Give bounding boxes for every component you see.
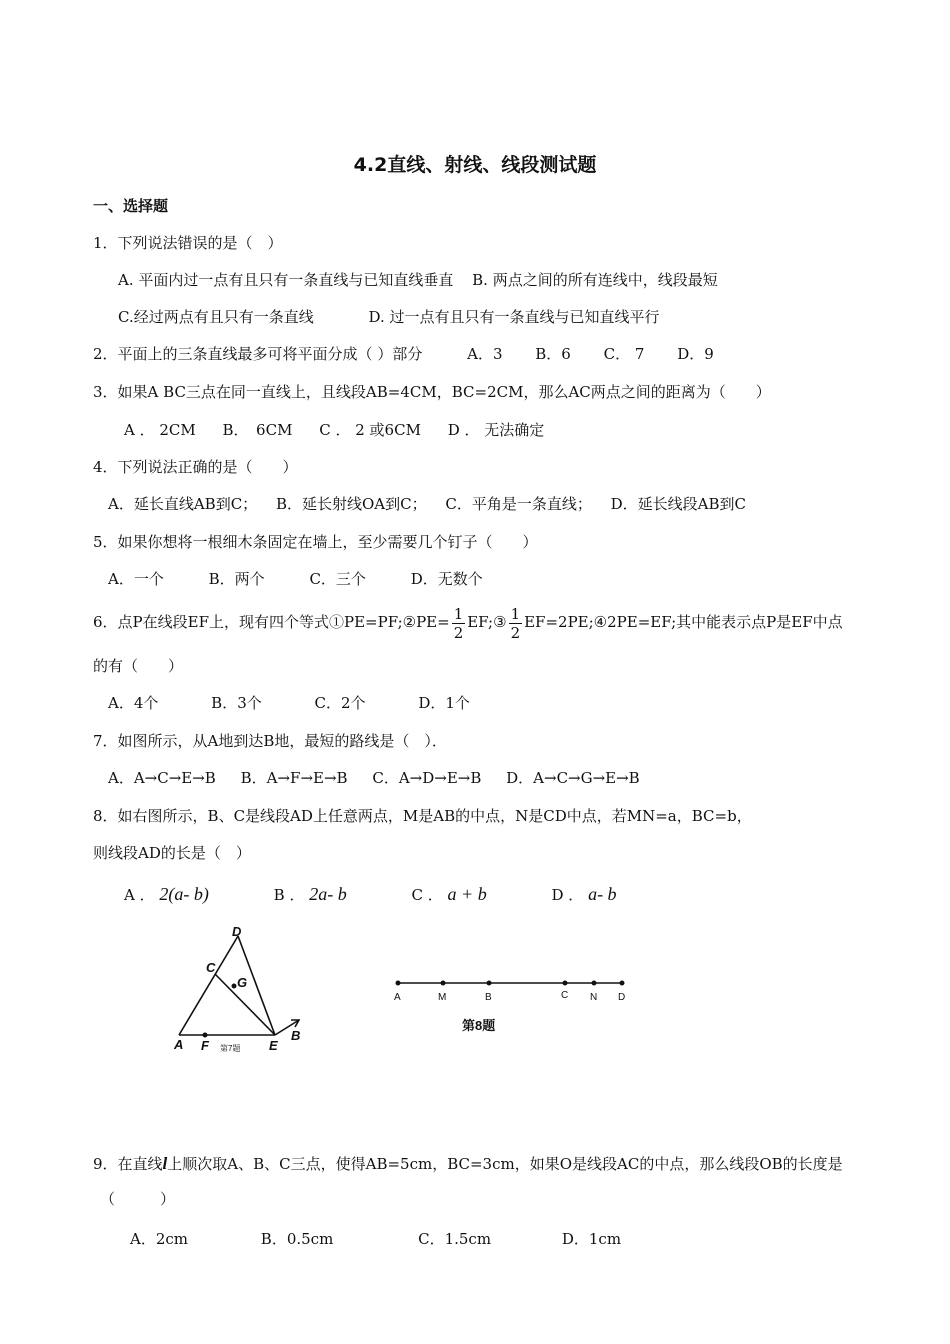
question-2-stem: 2．平面上的三条直线最多可将平面分成（ ）部分 [93,345,423,363]
option-d: D．A→C→G→E→B [506,769,640,787]
question-7-stem: 7．如图所示，从A地到达B地，最短的路线是（ ）． [93,732,447,750]
point-f [203,1033,208,1038]
point-m [441,981,446,986]
option-a-expr: 2(a- b) [159,884,209,904]
question-8-cont: 则线段AD的长是（ ） [93,844,251,862]
option-b: B. 两点之间的所有连线中，线段最短 [472,271,718,289]
option-c: C ． 2 或6CM [319,421,421,439]
question-8-options [124,882,617,907]
option-b: B． 6CM [222,421,293,439]
option-b-expr: 2a- b [309,884,347,904]
question-6-part2: EF;③ [467,613,507,631]
option-b: B．A→F→E→B [240,769,348,787]
option-a [124,882,209,907]
label-d: D [232,924,242,939]
option-c: C．三个 [309,570,366,588]
point-g [232,984,237,989]
fraction-numerator: 1 [453,604,464,623]
option-d: D. 过一点有且只有一条直线与已知直线平行 [368,308,660,326]
option-a: A. 平面内过一点有且只有一条直线与已知直线垂直 [118,271,454,289]
variable-l: l [162,1154,168,1173]
option-c [412,882,487,907]
option-d: D．无数个 [410,570,483,588]
question-9-cont: （ ） [100,1190,176,1208]
option-c: C．A→D→E→B [372,769,482,787]
fraction-one-half [452,605,466,642]
label-c: C [206,960,216,975]
question-3-stem: 3．如果A BC三点在同一直线上，且线段AB=4CM，BC=2CM，那么AC两点之间的距离为（ ） [93,383,771,401]
fraction-one-half [509,605,523,642]
option-d [551,882,616,907]
label-f: F [201,1038,209,1053]
option-b-label: B ． [273,886,305,904]
point-a [396,981,401,986]
question-9-options [130,1229,621,1249]
question-6-part1: 6．点P在线段EF上，现有四个等式①PE=PF;②PE= [93,613,450,631]
option-c-expr: a + b [447,884,487,904]
option-b [274,882,347,907]
question-1-options-row1 [118,270,718,290]
question-6-stem [93,600,843,644]
figure-7-triangle [165,922,320,1062]
question-6-cont: 的有（ ） [93,657,184,675]
option-a: A．2cm [130,1230,189,1248]
option-b: B．6 [535,345,571,363]
question-1-options-row2 [118,307,660,327]
option-d: D．延长线段AB到C [610,495,747,513]
option-b: B．3个 [211,694,262,712]
point-b [487,981,492,986]
section-heading: 一、选择题 [93,197,169,215]
label-d: D [618,992,626,1003]
option-d: D．1个 [418,694,470,712]
label-b: B [485,992,492,1003]
option-a: A．一个 [108,570,164,588]
figure-8-caption: 第8题 [462,1018,496,1033]
option-c: C.经过两点有且只有一条直线 [118,308,314,326]
fraction-denominator: 2 [510,623,521,642]
question-5-stem: 5．如果你想将一根细木条固定在墙上，至少需要几个钉子（ ） [93,533,538,551]
label-e: E [269,1038,278,1053]
label-n: N [590,992,598,1003]
option-b: B．0.5cm [260,1230,334,1248]
question-9-stem [93,1154,843,1174]
question-6-options [108,693,470,713]
option-c: C．2个 [314,694,366,712]
point-n [592,981,597,986]
option-a: A．4个 [108,694,159,712]
option-d-label: D ． [551,886,584,904]
option-d: D．1cm [561,1230,622,1248]
label-m: M [438,992,447,1003]
option-a: A．A→C→E→B [108,769,216,787]
page-title: 4.2直线、射线、线段测试题 [353,154,597,176]
option-d: D ． 无法确定 [447,421,545,439]
option-d-expr: a- b [588,884,617,904]
question-7-options [108,768,640,788]
question-9-stem-pre: 9．在直线 [93,1155,163,1173]
option-b: B．两个 [208,570,265,588]
question-3-options [124,420,544,440]
question-2 [93,344,714,364]
point-d [620,981,625,986]
label-a: A [174,1037,184,1052]
label-b: B [291,1028,301,1043]
option-b: B．延长射线OA到C； [275,495,427,513]
fraction-numerator: 1 [510,604,521,623]
label-a: A [394,992,401,1003]
figure-7-caption: 第7题 [220,1044,241,1053]
question-4-stem: 4．下列说法正确的是（ ） [93,458,298,476]
option-a: A．3 [467,345,503,363]
segment-ad [179,936,238,1035]
label-g: G [237,975,248,990]
question-8-stem: 8．如右图所示，B、C是线段AD上任意两点，M是AB的中点，N是CD中点，若MN=a，BC=b， [93,807,752,825]
question-4-options [108,494,746,514]
option-d: D．9 [677,345,714,363]
question-9-stem-post: 上顺次取A、B、C三点，使得AB=5cm，BC=3cm，如果O是线段AC的中点，那么线段OB的长度是 [167,1155,843,1173]
label-c: C [561,990,569,1001]
option-c: C． 7 [603,345,645,363]
question-1-stem: 1．下列说法错误的是（ ） [93,234,283,252]
option-c: C．1.5cm [418,1230,492,1248]
option-c-label: C ． [411,886,443,904]
question-5-options [108,569,483,589]
point-c [563,981,568,986]
option-a: A ． 2CM [124,421,196,439]
option-c: C．平角是一条直线； [445,495,592,513]
figure-8-segment [388,970,638,1040]
fraction-denominator: 2 [453,623,464,642]
question-6-part3: EF=2PE;④2PE=EF;其中能表示点P是EF中点 [524,613,843,631]
option-a-label: A ． [124,886,155,904]
option-a: A．延长直线AB到C； [108,495,258,513]
